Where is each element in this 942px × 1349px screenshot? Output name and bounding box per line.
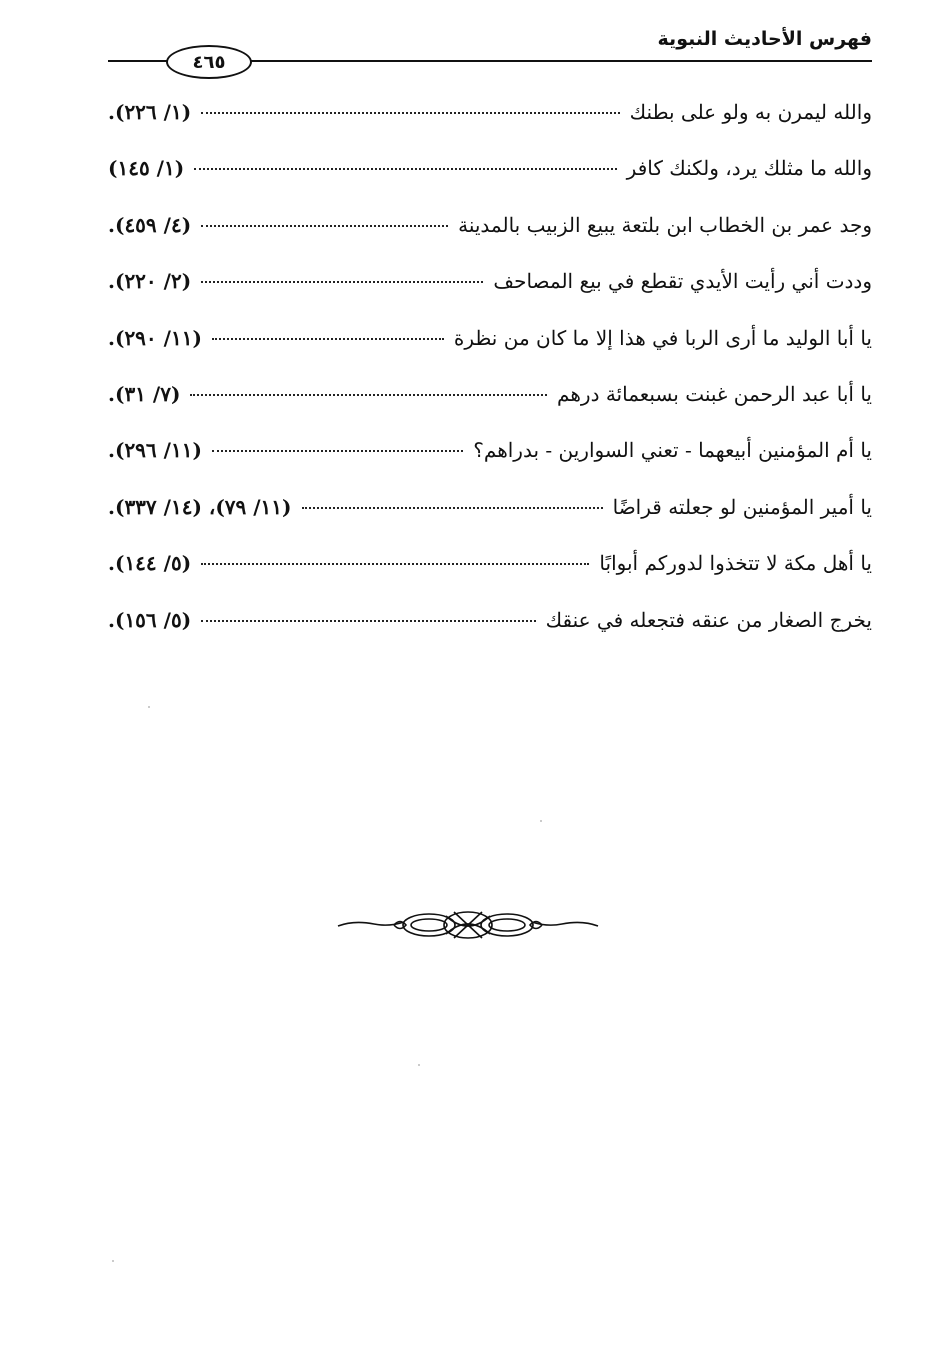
leader-dots: [194, 168, 616, 170]
leader-dots: [302, 507, 603, 509]
entry-text: يا أبا عبد الرحمن غبنت بسبعمائة درهم: [557, 381, 872, 406]
entry-reference: (١/ ٢٢٦).: [108, 100, 192, 124]
entry-text: يا أمير المؤمنين لو جعلته قراضًا: [612, 494, 872, 519]
entry-reference: (١/ ١٤٥): [108, 156, 185, 181]
list-item: [108, 213, 872, 269]
list-item: [108, 326, 872, 382]
entry-text: يا أهل مكة لا تتخذوا لدوركم أبوابًا: [599, 551, 872, 576]
list-item: [108, 551, 872, 607]
hadith-index-list: [108, 100, 872, 664]
list-item: [108, 382, 872, 438]
entry-text: يخرج الصغار من عنقه فتجعله في عنقك: [545, 607, 872, 632]
scan-speck: [148, 706, 150, 708]
leader-dots: [201, 225, 448, 227]
entry-text: يا أم المؤمنين أبيعهما - تعني السوارين - بدراهم؟: [473, 438, 872, 463]
list-item: [108, 269, 872, 325]
scan-speck: [112, 1260, 114, 1262]
page-header: [108, 24, 872, 74]
entry-reference: (٤/ ٤٥٩).: [108, 212, 192, 237]
entry-text: والله ليمرن به ولو على بطنك: [629, 100, 872, 124]
entry-reference: (٥/ ١٤٤).: [108, 551, 192, 576]
entry-text: والله ما مثلك يرد، ولكنك كافر: [626, 156, 872, 181]
entry-reference: (١١/ ٧٩)، (١٤/ ٣٣٧).: [108, 494, 292, 519]
scan-speck: [540, 820, 542, 822]
entry-reference: (١١/ ٢٩٠).: [108, 325, 202, 350]
entry-reference: (٥/ ١٥٦).: [108, 607, 192, 632]
leader-dots: [190, 394, 547, 396]
leader-dots: [212, 450, 463, 452]
leader-dots: [201, 112, 620, 114]
leader-dots: [212, 338, 444, 340]
list-item: [108, 100, 872, 156]
entry-text: يا أبا الوليد ما أرى الربا في هذا إلا ما كان من نظرة: [453, 325, 872, 350]
entry-reference: (٧/ ٣١).: [108, 381, 181, 406]
leader-dots: [201, 281, 483, 283]
leader-dots: [201, 563, 589, 565]
entry-text: وجد عمر بن الخطاب ابن بلتعة يبيع الزبيب بالمدينة: [458, 212, 872, 237]
scan-speck: [418, 1064, 420, 1066]
page-title: فهرس الأحاديث النبوية: [657, 28, 872, 50]
list-item: [108, 608, 872, 664]
page-number-badge: [166, 45, 252, 79]
entry-reference: (١١/ ٢٩٦).: [108, 438, 202, 463]
entry-text: وددت أني رأيت الأيدي تقطع في بيع المصاحف: [493, 269, 872, 294]
end-ornament-icon: [334, 900, 602, 950]
leader-dots: [201, 620, 535, 622]
list-item: [108, 156, 872, 212]
entry-reference: (٢/ ٢٢٠).: [108, 269, 192, 294]
list-item: [108, 495, 872, 551]
page-number: ٤٦٥: [192, 51, 226, 73]
list-item: [108, 438, 872, 494]
